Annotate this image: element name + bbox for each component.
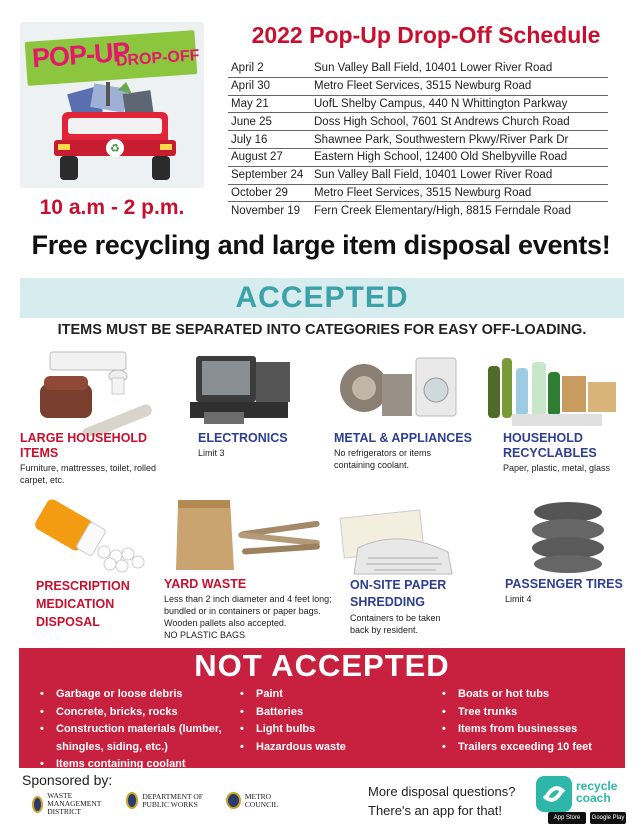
not-accepted-item: • Construction materials (lumber, shingles, siding, etc.) <box>40 721 230 756</box>
schedule-location: Fern Creek Elementary/High, 8815 Ferndale Road <box>314 205 571 218</box>
schedule-row <box>228 185 608 203</box>
category-title: METAL & APPLIANCES <box>334 431 472 445</box>
not-accepted-list-3 <box>442 686 622 756</box>
schedule-row <box>228 78 608 96</box>
schedule-date: April 2 <box>231 62 264 75</box>
questions-line-1: More disposal questions? <box>368 784 516 799</box>
sponsor-name: METRO COUNCIL <box>244 791 279 809</box>
schedule-date: September 24 <box>231 169 304 182</box>
sponsor-label: Sponsored by: <box>22 772 113 788</box>
schedule-row <box>228 202 608 220</box>
questions-line-2: There's an app for that! <box>368 803 503 818</box>
svg-text:♻: ♻ <box>110 142 120 155</box>
app-store-badge[interactable]: App Store <box>548 812 586 824</box>
category-title: LARGE HOUSEHOLD ITEMS <box>20 431 148 460</box>
schedule-row <box>228 149 608 167</box>
recycle-coach-name <box>576 780 617 804</box>
schedule-location: Metro Fleet Services, 3515 Newburg Road <box>314 80 532 93</box>
schedule-row <box>228 60 608 78</box>
tires-icon <box>528 498 608 574</box>
schedule-date: July 16 <box>231 133 268 146</box>
schedule-table <box>228 60 608 220</box>
category-yard-waste <box>164 577 332 641</box>
not-accepted-item: • Light bulbs <box>240 721 420 739</box>
not-accepted-item: • Items from businesses <box>442 721 622 739</box>
seal-icon <box>32 796 43 813</box>
schedule-date: April 30 <box>231 80 270 93</box>
schedule-row <box>228 113 608 131</box>
bottles-icon <box>482 348 622 430</box>
category-desc: Limit 4 <box>505 594 532 604</box>
headline: Free recycling and large item disposal events! <box>31 230 611 260</box>
category-desc: Furniture, mattresses, toilet, rolled carpet, etc. <box>20 463 157 485</box>
category-desc: Containers to be taken back by resident. <box>350 613 441 635</box>
recycle-coach-logo-icon[interactable] <box>536 776 572 812</box>
category-desc: Paper, plastic, metal, glass <box>503 463 611 473</box>
schedule-title: 2022 Pop-Up Drop-Off Schedule <box>251 22 601 48</box>
schedule-row <box>228 96 608 114</box>
appliance-icon <box>332 350 462 426</box>
sponsor-metro-council <box>226 792 296 809</box>
category-desc: Limit 3 <box>198 448 225 458</box>
schedule-location: Sun Valley Ball Field, 10401 Lower River Road <box>314 62 553 75</box>
not-accepted-item: • Trailers exceeding 10 feet <box>442 739 622 757</box>
category-desc: No refrigerators or items containing coolant. <box>334 448 432 470</box>
schedule-location: Doss High School, 7601 St Andrews Church Road <box>314 115 570 128</box>
category-prescription-medication <box>36 577 156 631</box>
schedule-date: October 29 <box>231 186 288 199</box>
category-title: ELECTRONICS <box>198 431 288 445</box>
category-large-household-items <box>20 431 170 486</box>
google-play-badge[interactable]: Google Play <box>590 812 626 824</box>
schedule-location: Shawnee Park, Southwestern Pkwy/River Park Dr <box>314 133 569 146</box>
category-passenger-tires <box>505 577 625 605</box>
schedule-date: August 27 <box>231 151 283 164</box>
category-title: HOUSEHOLD RECYCLABLES <box>503 431 597 460</box>
separation-note: ITEMS MUST BE SEPARATED INTO CATEGORIES FOR EASY OFF-LOADING. <box>57 322 587 338</box>
sponsor-public-works <box>126 792 218 809</box>
not-accepted-item: • Concrete, bricks, rocks <box>40 704 230 722</box>
accepted-heading: ACCEPTED <box>235 281 409 314</box>
category-title: PRESCRIPTION MEDICATION DISPOSAL <box>36 579 130 629</box>
accepted-banner <box>20 278 624 318</box>
app-name-line-2: coach <box>576 791 611 805</box>
pill-bottle-icon <box>32 498 152 574</box>
not-accepted-item: • Garbage or loose debris <box>40 686 230 704</box>
sponsor-waste-management <box>32 792 112 816</box>
logo-text-pop-up: POP-UP <box>31 36 131 74</box>
seal-icon <box>126 792 138 809</box>
category-metal-appliances <box>334 431 484 471</box>
schedule-date: June 25 <box>231 115 272 128</box>
logo-text-drop-off: DROP-OFF <box>115 47 201 70</box>
not-accepted-list-1 <box>40 686 230 774</box>
seal-icon <box>226 792 241 809</box>
not-accepted-item: • Boats or hot tubs <box>442 686 622 704</box>
category-title: YARD WASTE <box>164 577 247 591</box>
not-accepted-list-2 <box>240 686 420 756</box>
not-accepted-item: • Batteries <box>240 704 420 722</box>
category-title: ON-SITE PAPER SHREDDING <box>350 578 447 609</box>
schedule-location: Sun Valley Ball Field, 10401 Lower River Road <box>314 169 553 182</box>
not-accepted-item: • Tree trunks <box>442 704 622 722</box>
electronics-icon <box>186 348 296 428</box>
category-paper-shredding <box>350 577 460 636</box>
schedule-row <box>228 131 608 149</box>
pop-up-drop-off-logo <box>20 22 204 188</box>
shredded-paper-icon <box>338 508 458 576</box>
schedule-row <box>228 167 608 185</box>
pickup-truck-recycling-icon <box>40 82 190 186</box>
category-title: PASSENGER TIRES <box>505 577 623 591</box>
schedule-date: May 21 <box>231 97 269 110</box>
furniture-icon <box>36 346 156 436</box>
schedule-date: November 19 <box>231 205 301 218</box>
schedule-location: Metro Fleet Services, 3515 Newburg Road <box>314 186 532 199</box>
category-household-recyclables <box>503 431 623 474</box>
category-desc: Less than 2 inch diameter and 4 feet long; bundled or in containers or paper bags. Wooden pallets also accepted. <box>164 594 332 628</box>
questions-text <box>368 782 515 820</box>
category-desc-note: NO PLASTIC BAGS <box>164 630 246 640</box>
not-accepted-item: • Items containing coolant <box>40 756 230 774</box>
not-accepted-heading: NOT ACCEPTED <box>194 648 450 683</box>
schedule-location: UofL Shelby Campus, 440 N Whittington Parkway <box>314 97 568 110</box>
schedule-location: Eastern High School, 12400 Old Shelbyville Road <box>314 151 568 164</box>
not-accepted-item: • Hazardous waste <box>240 739 420 757</box>
yard-waste-icon <box>174 490 324 574</box>
sponsor-name: WASTE MANAGEMENT DISTRICT <box>47 791 102 816</box>
sponsor-name: DEPARTMENT OF PUBLIC WORKS <box>142 791 203 809</box>
category-electronics <box>198 431 328 459</box>
not-accepted-item: • Paint <box>240 686 420 704</box>
event-hours: 10 a.m - 2 p.m. <box>39 196 185 219</box>
app-name-line-1: recycle <box>576 779 618 793</box>
